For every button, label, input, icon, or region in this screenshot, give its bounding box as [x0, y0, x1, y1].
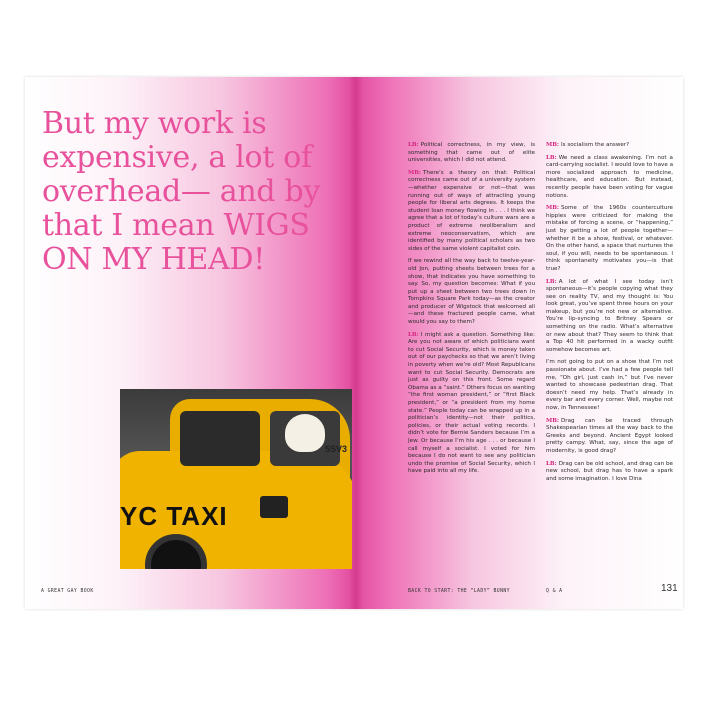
interview-paragraph — [546, 155, 673, 201]
interview-paragraph — [408, 258, 535, 326]
interview-paragraph — [546, 418, 673, 456]
paragraph-text: Is socialism the answer? — [561, 142, 630, 148]
speaker-label: LB: — [546, 278, 557, 285]
interview-paragraph — [408, 170, 535, 254]
paragraph-text: Some of the 1960s counterculture hippies were criticized for making the mistake of forcing a scene, or “happening,” just by getting a lot of people together—whether it be a show, festival, or whatever. On the other hand, a space that nurtures the soul, if you will, needs to be spontaneous. I think spontaneity motivates you—is that true? — [546, 205, 673, 272]
taxi-lettering: YC TAXI — [120, 501, 228, 531]
speaker-label: LB: — [546, 154, 557, 161]
interview-paragraph — [546, 279, 673, 355]
pull-quote: But my work is expensive, a lot of overhead— and by that I mean WIGS ON MY HEAD! — [42, 106, 321, 277]
right-footer-title: BACK TO START: THE “LADY” BUNNY — [408, 589, 510, 594]
paragraph-text: Political correctness, in my view, is something that came out of elite universities, which I did not attend. — [408, 142, 535, 164]
speaker-label: MB: — [546, 417, 559, 424]
interview-paragraph — [546, 359, 673, 412]
speaker-label: LB: — [408, 331, 419, 338]
paragraph-text: I’m not going to put on a show that I’m not passionate about. I’ve had a few people tell me, “Oh girl, just cash in,” but I’ve never wanted to showcase pedestrian drag. That doesn’t need my help. That’s already in every bar and every corner. Well, maybe not now, in Tennessee! — [546, 359, 673, 411]
taxi-photo — [120, 389, 352, 569]
paragraph-text: There’s a theory on that: Political correctness came out of a university system—whether expensive or not—that was running out of ways of attracting young people for liberal arts degrees. It keeps the student loan money flowing in . . . I think we agree that a lot of today’s culture wars are a product of extreme neoliberalism and extreme neoconservatism, which are identified by many political scholars as two sides of the same violent capitalist coin. — [408, 169, 535, 252]
text-column-1 — [408, 142, 535, 481]
left-footer: A GREAT GAY BOOK — [41, 589, 94, 594]
paragraph-text: A lot of what I see today isn’t spontaneous—it’s people copying what they see on reality TV, and my thought is: You look great, you’ve spent three hours on your makeup, but you’re not new or alternative. You’re lip-syncing to Britney Spears or something on the radio. What’s alternative or new about that? They seem to think that a Top 40 hit performed in a wacky outfit somehow becomes art. — [546, 278, 673, 353]
book-spread — [25, 77, 683, 609]
speaker-label: MB: — [546, 205, 559, 212]
interview-paragraph — [546, 205, 673, 273]
door-number: 5SV3 — [325, 444, 348, 454]
interview-paragraph — [408, 332, 535, 476]
wig-figure — [285, 414, 325, 452]
speaker-label: MB: — [408, 169, 421, 176]
interview-paragraph — [546, 461, 673, 484]
paragraph-text: Drag can be traced through Shakespearian times all the way back to the Greeks and beyond. Ancient Egypt looked pretty campy. What, say, since the age of modernity, is good drag? — [546, 417, 673, 454]
paragraph-text: I might ask a question. Something like: Are you not aware of which politicians want to cut Social Security, which is money taken out of our paychecks so that we aren’t living in poverty when we’re old? Most Republicans want to cut Social Security. Democrats are just as guilty on this front. Some regard Obama as a “saint.” Others focus on wanting “the first woman president,” or “first Black president,” or “a president from my home state.” People today can be wrapped up in a politician’s identity—not their politics, policies, or their actual voting records. I didn’t vote for Bernie Sanders because I’m a Jew. Or because I’m his age . . . or because I call myself a socialist. I voted for him because I do not want to see any politician undo the promise of Social Security, which I have paid into all my life. — [408, 331, 535, 475]
paragraph-text: Drag can be old school, and drag can be new school, but drag has to have a spark and some imagination. I love Dina — [546, 460, 673, 482]
paragraph-text: If we rewind all the way back to twelve-year-old Jon, putting sheets between trees for a show, that indicates you have something to say. So, my question becomes: What if you put up a sheet between two trees down in Tompkins Square Park today—as the creator and producer of Wigstock that welcomed all—and these fractured people came, what would you say to them? — [408, 258, 535, 326]
paragraph-text: We need a class awakening. I’m not a card-carrying socialist. I would love to have a more socialized approach to medicine, healthcare, and education. But instead, recently people have been voting for vague notions. — [546, 154, 673, 199]
speaker-label: LB: — [546, 460, 557, 467]
interview-paragraph — [408, 142, 535, 165]
right-footer-section: Q & A — [546, 589, 563, 594]
page-number: 131 — [661, 583, 678, 594]
speaker-label: MB: — [546, 142, 559, 148]
interview-paragraph — [546, 142, 673, 150]
speaker-label: LB: — [408, 142, 419, 148]
text-column-2 — [546, 142, 673, 488]
